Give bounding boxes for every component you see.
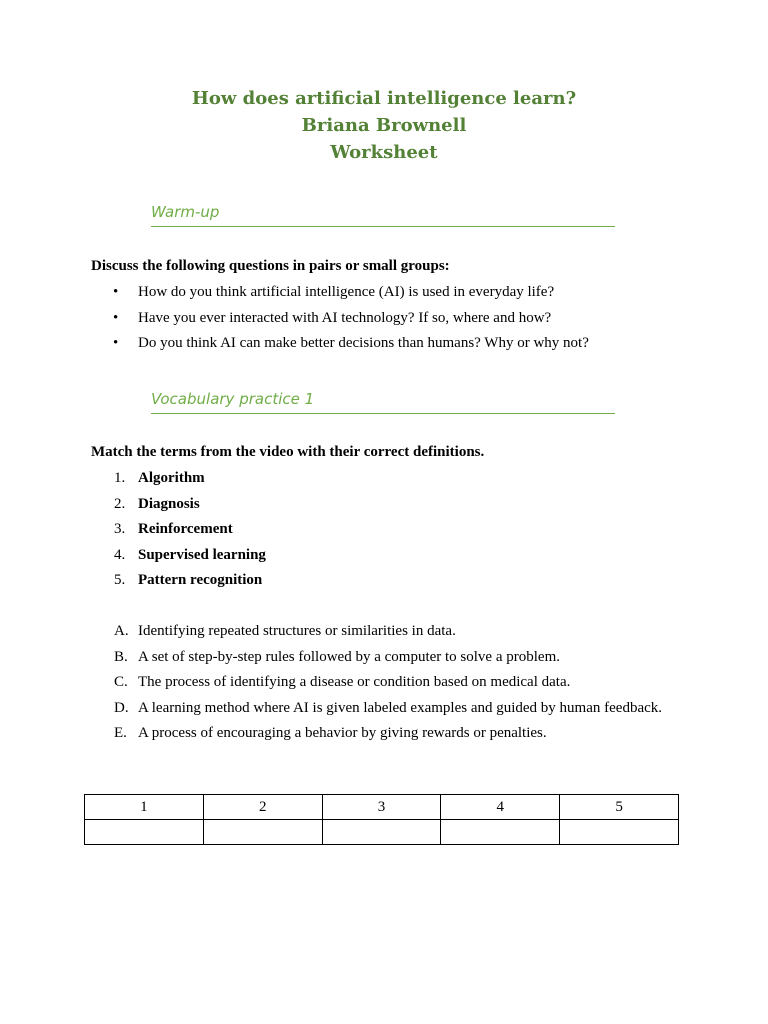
list-item: B. A set of step-by-step rules followed by a computer to solve a problem.: [114, 648, 560, 665]
warmup-instruction: Discuss the following questions in pairs or small groups:: [91, 258, 450, 274]
list-item: • Have you ever interacted with AI technology? If so, where and how?: [110, 306, 589, 332]
warmup-question-list: [110, 280, 589, 357]
list-item: 2. Diagnosis: [114, 495, 200, 512]
answer-header-cell: 5: [560, 795, 679, 820]
list-item: 5. Pattern recognition: [114, 572, 263, 588]
vocab-instruction: Match the terms from the video with their correct definitions.: [91, 444, 485, 460]
vocab-term-list: [110, 466, 266, 594]
answer-header-cell: 3: [322, 795, 441, 820]
answer-cell[interactable]: [441, 820, 560, 845]
worksheet-subtitle: Worksheet: [330, 142, 438, 163]
worksheet-title-block: [0, 85, 768, 166]
warmup-heading: Warm-up: [151, 203, 615, 227]
list-item: 3. Reinforcement: [114, 521, 233, 537]
list-item: 1. Algorithm: [114, 470, 205, 486]
worksheet-author: Briana Brownell: [301, 115, 467, 136]
answer-cell[interactable]: [560, 820, 679, 845]
answer-header-cell: 4: [441, 795, 560, 820]
bullet-icon: •: [113, 309, 119, 326]
answer-header-cell: 2: [203, 795, 322, 820]
answer-header-cell: 1: [85, 795, 204, 820]
table-row: [85, 820, 679, 845]
vocab-definition-list: [110, 619, 676, 747]
list-item: • Do you think AI can make better decisions than humans? Why or why not?: [110, 331, 589, 357]
list-item: D. A learning method where AI is given labeled examples and guided by human feedback.: [114, 699, 663, 716]
bullet-icon: •: [113, 335, 119, 351]
list-item: 4. Supervised learning: [114, 546, 266, 563]
vocab-heading: Vocabulary practice 1: [151, 390, 615, 414]
worksheet-title: How does artificial intelligence learn?: [191, 88, 577, 109]
answer-table: [84, 794, 679, 845]
table-row: [85, 795, 679, 820]
list-item: E. A process of encouraging a behavior by giving rewards or penalties.: [114, 725, 547, 741]
list-item: • How do you think artificial intelligence (AI) is used in everyday life?: [110, 280, 589, 306]
bullet-icon: •: [113, 284, 119, 300]
answer-cell[interactable]: [85, 820, 204, 845]
list-item: C. The process of identifying a disease or condition based on medical data.: [114, 674, 571, 690]
answer-cell[interactable]: [322, 820, 441, 845]
answer-cell[interactable]: [203, 820, 322, 845]
list-item: A. Identifying repeated structures or similarities in data.: [114, 623, 456, 639]
